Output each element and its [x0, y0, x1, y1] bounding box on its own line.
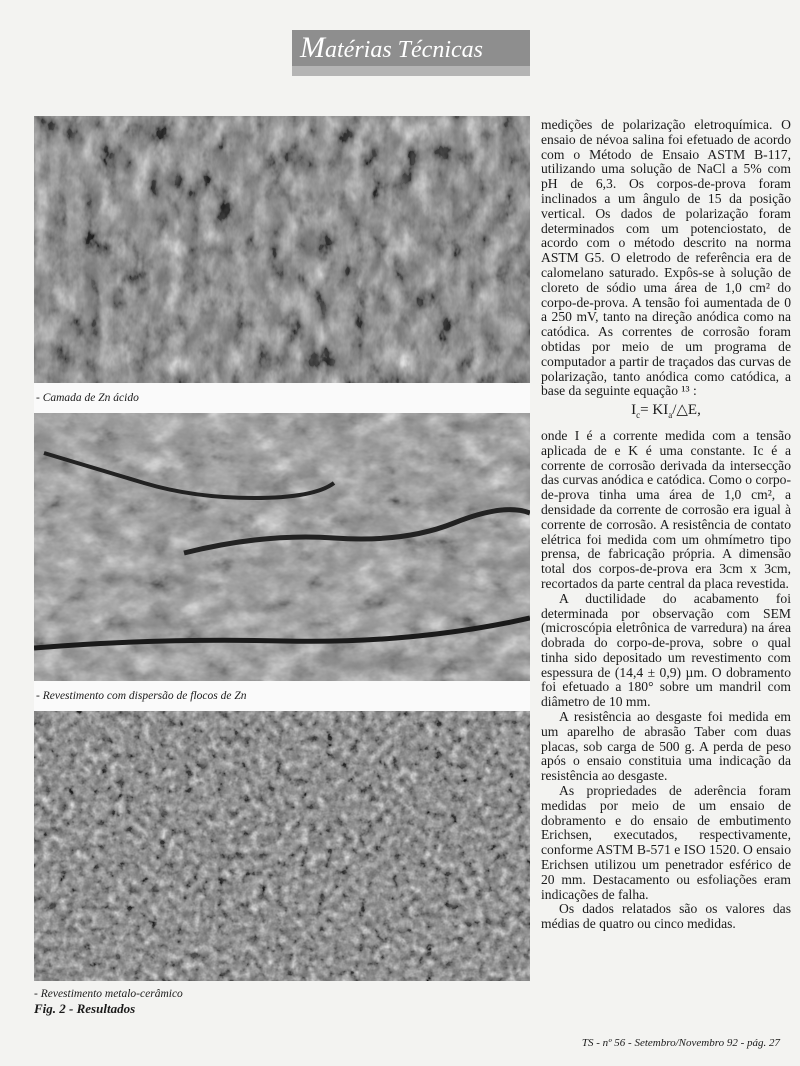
sem-photo-metal-ceramic-coating [34, 711, 530, 981]
paragraph: A ductilidade do acabamento foi determinada por observação com SEM (microscópia eletrônica de varredura) na área dobrada do corpo-de-prova, sobre o qual tinha sido depositado um revestimento com espessura de (14,4 ± 0,9) µm. O dobramento foi efetuado a 180° sobre um mandril com diâmetro de 10 mm. [541, 590, 791, 710]
photo-caption: - Revestimento com dispersão de flocos de Zn [34, 681, 530, 711]
paragraph: Os dados relatados são os valores das médias de quatro ou cinco medidas. [541, 901, 791, 932]
paragraph: A resistência ao desgaste foi medida em um aparelho de abrasão Taber com duas placas, sob carga de 500 g. A perda de peso após o ensaio constituia uma indicação da resistência ao desgaste. [541, 709, 791, 784]
corrosion-equation: $I_c=$ $KI_a/\triangle E$, [631, 402, 701, 421]
section-title: Matérias Técnicas [300, 31, 483, 64]
page-footer: TS - nº 56 - Setembro/Novembro 92 - pág. 27 [581, 1037, 780, 1049]
body-text-column [541, 118, 791, 932]
figure-label: Fig. 2 - Resultados [34, 1001, 136, 1016]
sem-photo-zn-flake-coating [34, 413, 530, 681]
paragraph: onde I é a corrente medida com a tensão aplicada de e K é uma constante. Ic é a corrente de corrosão derivada da intersecção das curvas anódica e catódica. Como o corpo-de-prova tinha uma área de 1,0 cm², a densidade da corrente de corrosão era igual à corrente de corrosão. A resistência de contato elétrica foi medida com um ohmímetro tipo prensa, de fabricação própria. A dimensão total dos corpos-de-prova era 3cm x 3cm, recortados da parte central da placa revestida. [541, 427, 791, 591]
photo-caption: - Camada de Zn ácido [34, 383, 530, 413]
paragraph: As propriedades de aderência foram medidas por meio de um ensaio de dobramento e do ensaio de embutimento Erichsen, executados, respectivamente, conforme ASTM B-571 e ISO 1520. O ensaio Erichsen utilizou um penetrador esférico de 20 mm. Destacamento ou esfoliações eram indicações de falha. [541, 783, 791, 902]
header-band [292, 66, 530, 76]
paragraph: medições de polarização eletroquímica. O ensaio de névoa salina foi efetuado de acordo com o Método de Ensaio ASTM B-117, utilizando uma solução de NaCl a 5% com pH de 6,3. Os corpos-de-prova foram inclinados a um ângulo de 15 da posição vertical. Os dados de polarização foram determinados com um potenciostato, de acordo com o método descrito na norma ASTM G5. O eletrodo de referência era de calomelano saturado. Expôs-se à solução de cloreto de sódio uma área de 1,0 cm² do corpo-de-prova. A tensão foi aumentada de 0 a 250 mV, tanto na direção anódica como na catódica. As correntes de corrosão foram obtidas por meio de um programa de computador a partir de traçados das curvas de polarização, tanto anódica como catódica, a base da seguinte equação ¹³ : [541, 117, 791, 399]
sem-photo-zn-acid-layer [34, 116, 530, 383]
photo-caption: - Revestimento metalo-cerâmico [34, 988, 183, 1000]
